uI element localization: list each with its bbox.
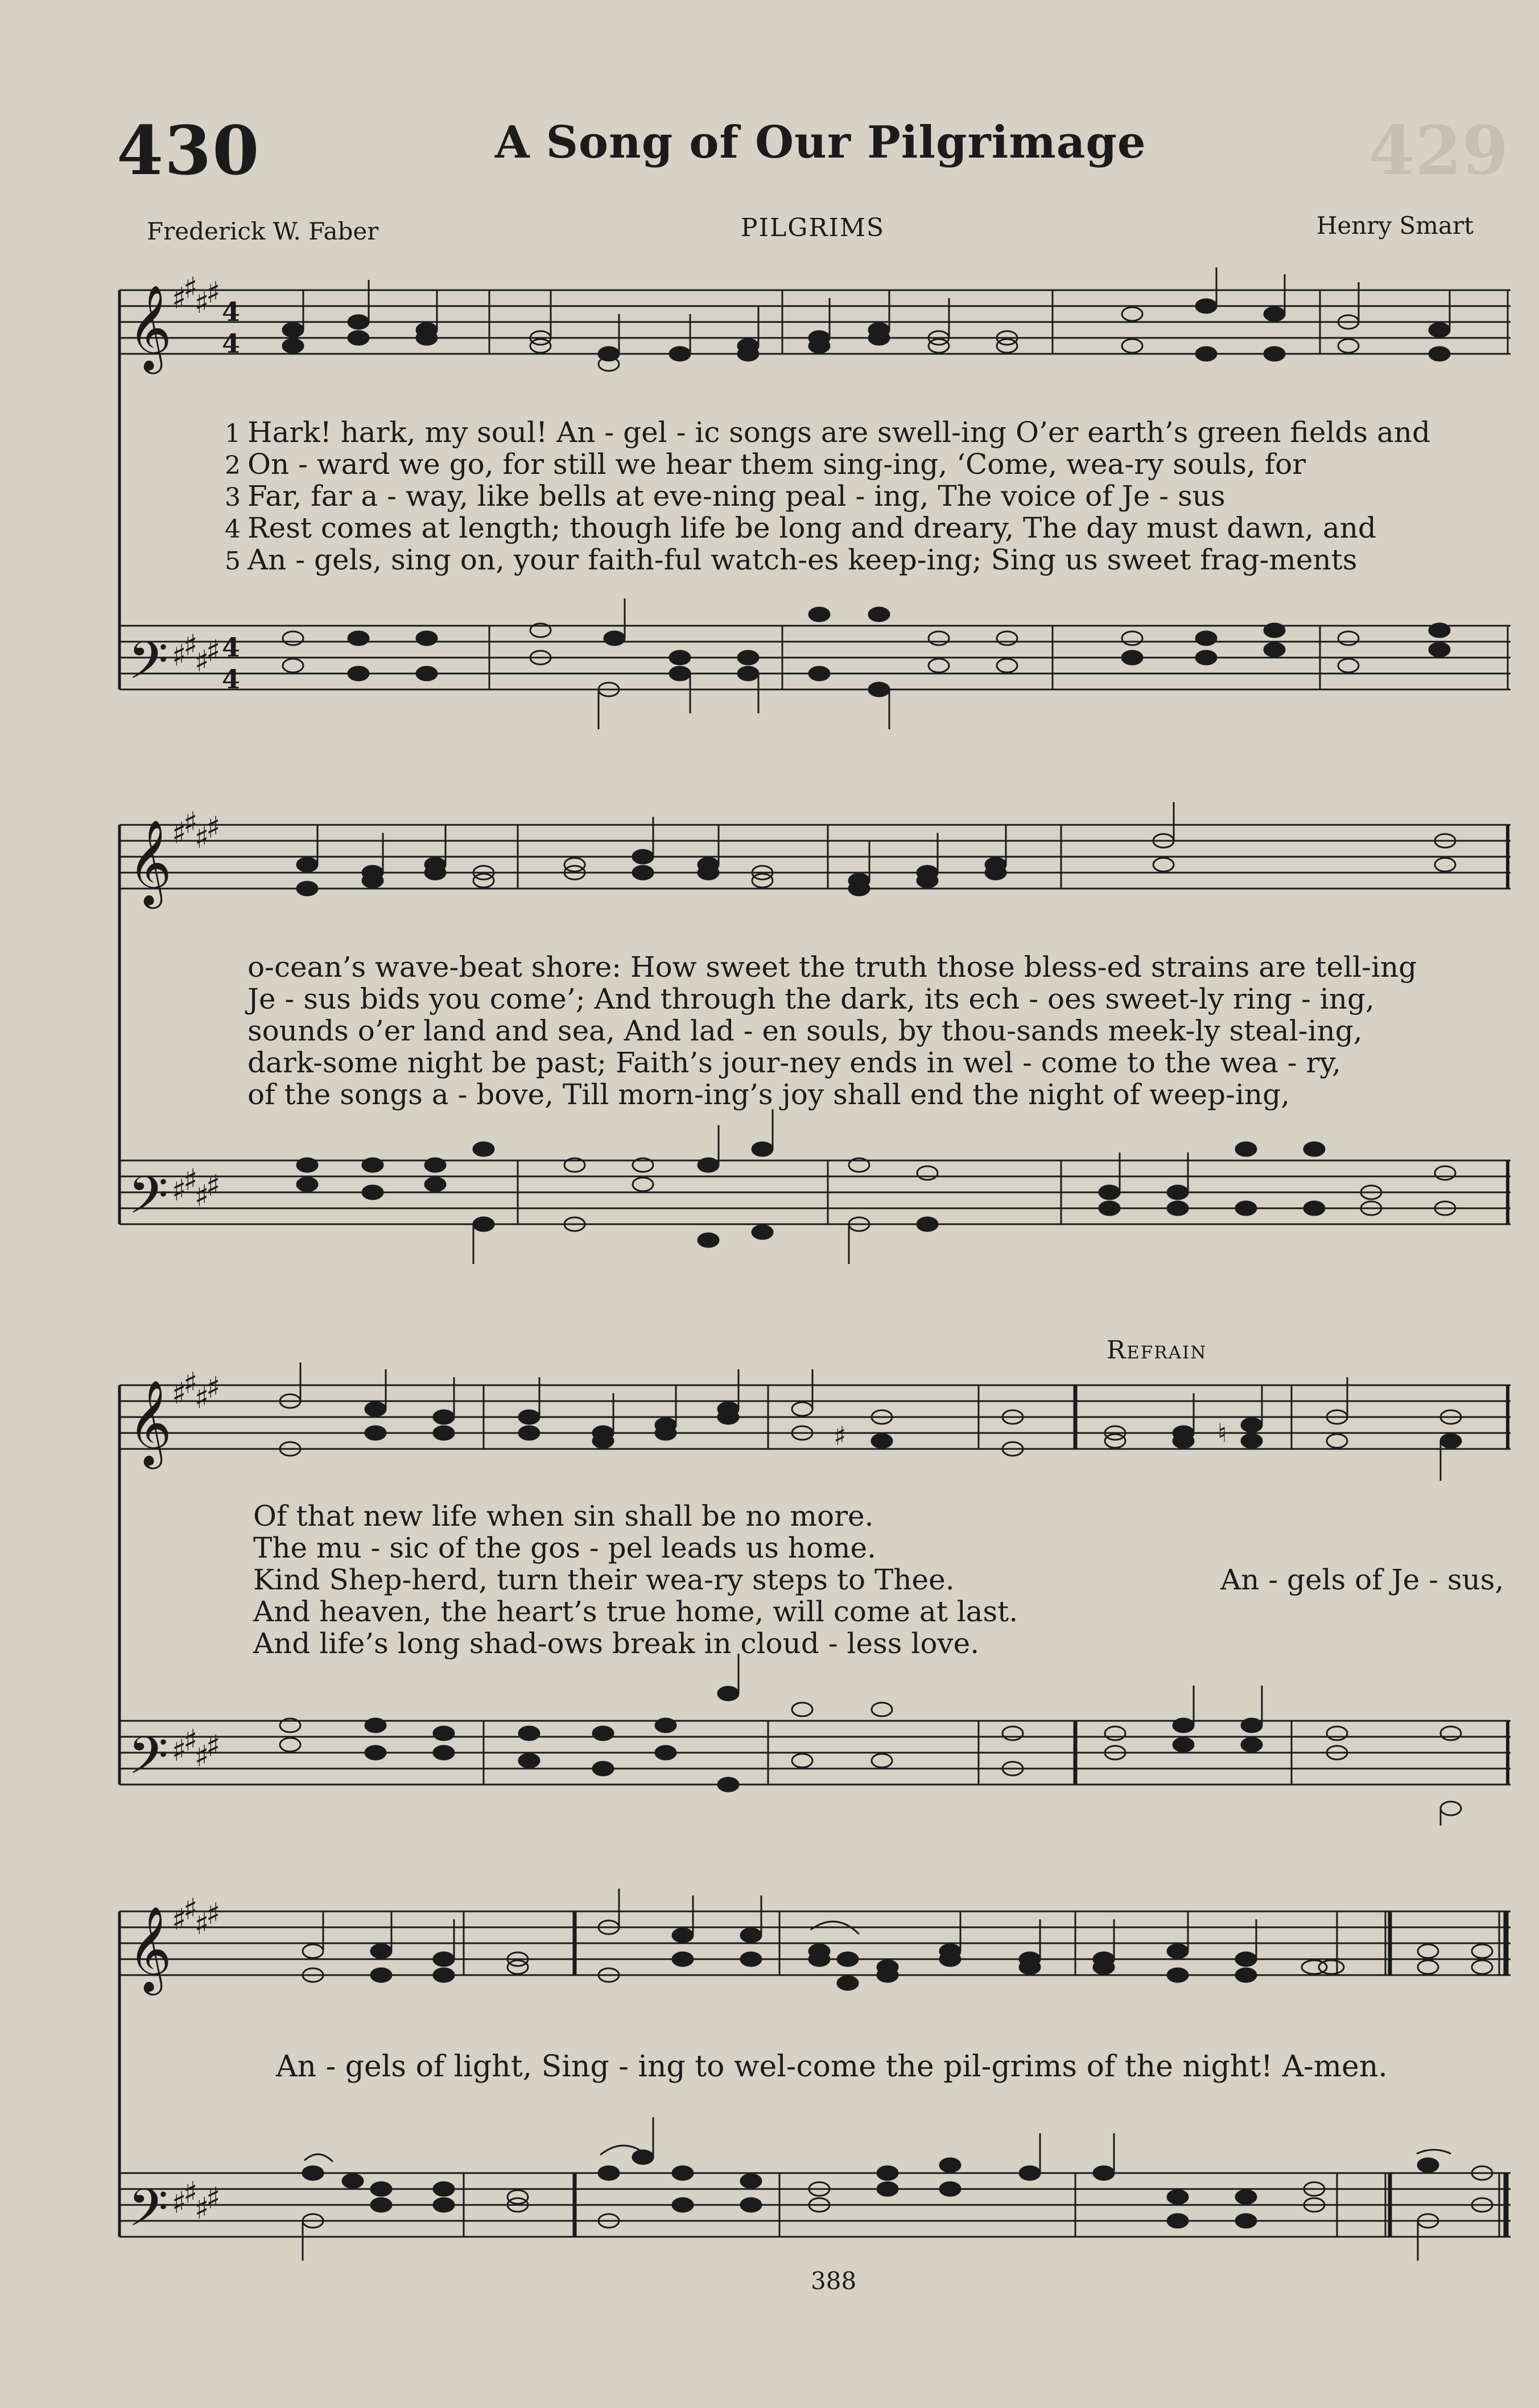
hymn-title: A Song of Our Pilgrimage — [495, 117, 1146, 168]
svg-text:♯: ♯ — [183, 271, 198, 305]
svg-text:♯: ♯ — [195, 1740, 209, 1774]
svg-text:♯: ♯ — [183, 629, 198, 663]
refrain-start-lyric: An - gels of Je - sus, — [1220, 1563, 1504, 1596]
svg-text:♯: ♯ — [172, 1377, 187, 1411]
svg-text:𝄞: 𝄞 — [128, 284, 172, 370]
svg-text:♯: ♯ — [172, 1734, 187, 1768]
svg-text:𝄢: 𝄢 — [128, 1725, 168, 1798]
svg-text:♯: ♯ — [195, 1907, 209, 1942]
svg-text:♯: ♯ — [183, 1163, 198, 1197]
svg-text:♯: ♯ — [183, 1893, 198, 1927]
hymn-number: 430 — [117, 111, 261, 190]
svg-text:♯: ♯ — [172, 1174, 187, 1208]
verse-line: 5 An - gels, sing on, your faith-ful watch-es keep-ing; Sing us sweet frag-ments — [225, 543, 1358, 576]
svg-text:𝄢: 𝄢 — [128, 2178, 168, 2250]
svg-text:4: 4 — [222, 328, 241, 359]
svg-text:4: 4 — [222, 664, 241, 695]
tune-name: PILGRIMS — [741, 213, 885, 242]
svg-text:♯: ♯ — [172, 816, 187, 850]
verse-line: Of that new life when sin shall be no more. — [253, 1500, 874, 1533]
hymn-author: Frederick W. Faber — [147, 217, 379, 245]
svg-text:♯: ♯ — [206, 2182, 221, 2216]
verse-line: Kind Shep-herd, turn their wea-ry steps to Thee. — [253, 1563, 955, 1596]
svg-text:♯: ♯ — [172, 282, 187, 316]
svg-text:♮: ♮ — [1218, 1418, 1227, 1448]
page-number: 388 — [811, 2267, 857, 2295]
verse-line: o-cean’s wave-beat shore: How sweet the truth those bless-ed strains are tell-ing — [247, 951, 1417, 984]
verse-line: 3 Far, far a - way, like bells at eve-ning peal - ing, The voice of Je - sus — [225, 480, 1226, 513]
svg-text:♯: ♯ — [172, 2186, 187, 2220]
svg-text:4: 4 — [222, 296, 241, 327]
svg-text:𝄢: 𝄢 — [128, 630, 168, 703]
music-system-3 — [119, 1362, 1511, 1818]
svg-text:♯: ♯ — [834, 1420, 847, 1451]
music-system-2 — [119, 802, 1511, 1257]
refrain-label: Refrain — [1107, 1336, 1207, 1365]
verse-line: The mu - sic of the gos - pel leads us home. — [253, 1531, 876, 1564]
svg-text:♯: ♯ — [206, 1169, 221, 1203]
svg-text:♯: ♯ — [183, 1724, 198, 1758]
verse-line: 4 Rest comes at length; though life be long and dreary, The day must dawn, and — [225, 511, 1376, 544]
svg-text:♯: ♯ — [172, 639, 187, 673]
facing-page-bleed-number: 429 — [1368, 111, 1509, 190]
refrain-lyric-line: An - gels of light, Sing - ing to wel-come the pil-grims of the night! A-men. — [276, 2050, 1388, 2084]
svg-text:♯: ♯ — [206, 1729, 221, 1763]
svg-text:♯: ♯ — [195, 2192, 209, 2226]
svg-text:♯: ♯ — [183, 1366, 198, 1401]
svg-text:♯: ♯ — [195, 286, 209, 320]
svg-text:♯: ♯ — [206, 1897, 221, 1931]
svg-text:♯: ♯ — [195, 1381, 209, 1415]
svg-text:♯: ♯ — [206, 276, 221, 310]
svg-text:♯: ♯ — [172, 1903, 187, 1937]
verse-line: of the songs a - bove, Till morn-ing’s joy shall end the night of weep-ing, — [247, 1078, 1290, 1111]
svg-text:♯: ♯ — [195, 1179, 209, 1213]
svg-text:4: 4 — [222, 632, 241, 663]
svg-text:♯: ♯ — [183, 2176, 198, 2210]
svg-text:♯: ♯ — [206, 1371, 221, 1405]
verse-line: Je - sus bids you come’; And through the dark, its ech - oes sweet-ly ring - ing, — [247, 982, 1375, 1015]
verse-line: 1 Hark! hark, my soul! An - gel - ic songs are swell-ing O’er earth’s green fields and — [225, 416, 1430, 449]
svg-text:𝄞: 𝄞 — [128, 819, 172, 905]
verse-line: And heaven, the heart’s true home, will come at last. — [253, 1595, 1018, 1628]
svg-text:𝄞: 𝄞 — [128, 1379, 172, 1465]
hymn-composer: Henry Smart — [1316, 212, 1474, 239]
svg-text:𝄢: 𝄢 — [128, 1165, 168, 1238]
music-system-1 — [119, 267, 1511, 734]
svg-text:♯: ♯ — [183, 806, 198, 840]
svg-text:♯: ♯ — [195, 821, 209, 855]
svg-text:♯: ♯ — [195, 645, 209, 679]
verse-line: And life’s long shad-ows break in cloud - less love. — [253, 1627, 980, 1660]
verse-line: dark-some night be past; Faith’s jour-ney ends in wel - come to the wea - ry, — [247, 1046, 1341, 1079]
svg-text:𝄞: 𝄞 — [128, 1905, 172, 1992]
verse-line: 2 On - ward we go, for still we hear them sing-ing, ‘Come, wea-ry souls, for — [225, 448, 1306, 481]
music-system-4 — [119, 1889, 1511, 2264]
verse-line: sounds o’er land and sea, And lad - en souls, by thou-sands meek-ly steal-ing, — [247, 1014, 1363, 1047]
svg-text:♯: ♯ — [206, 634, 221, 668]
svg-text:♯: ♯ — [206, 811, 221, 845]
